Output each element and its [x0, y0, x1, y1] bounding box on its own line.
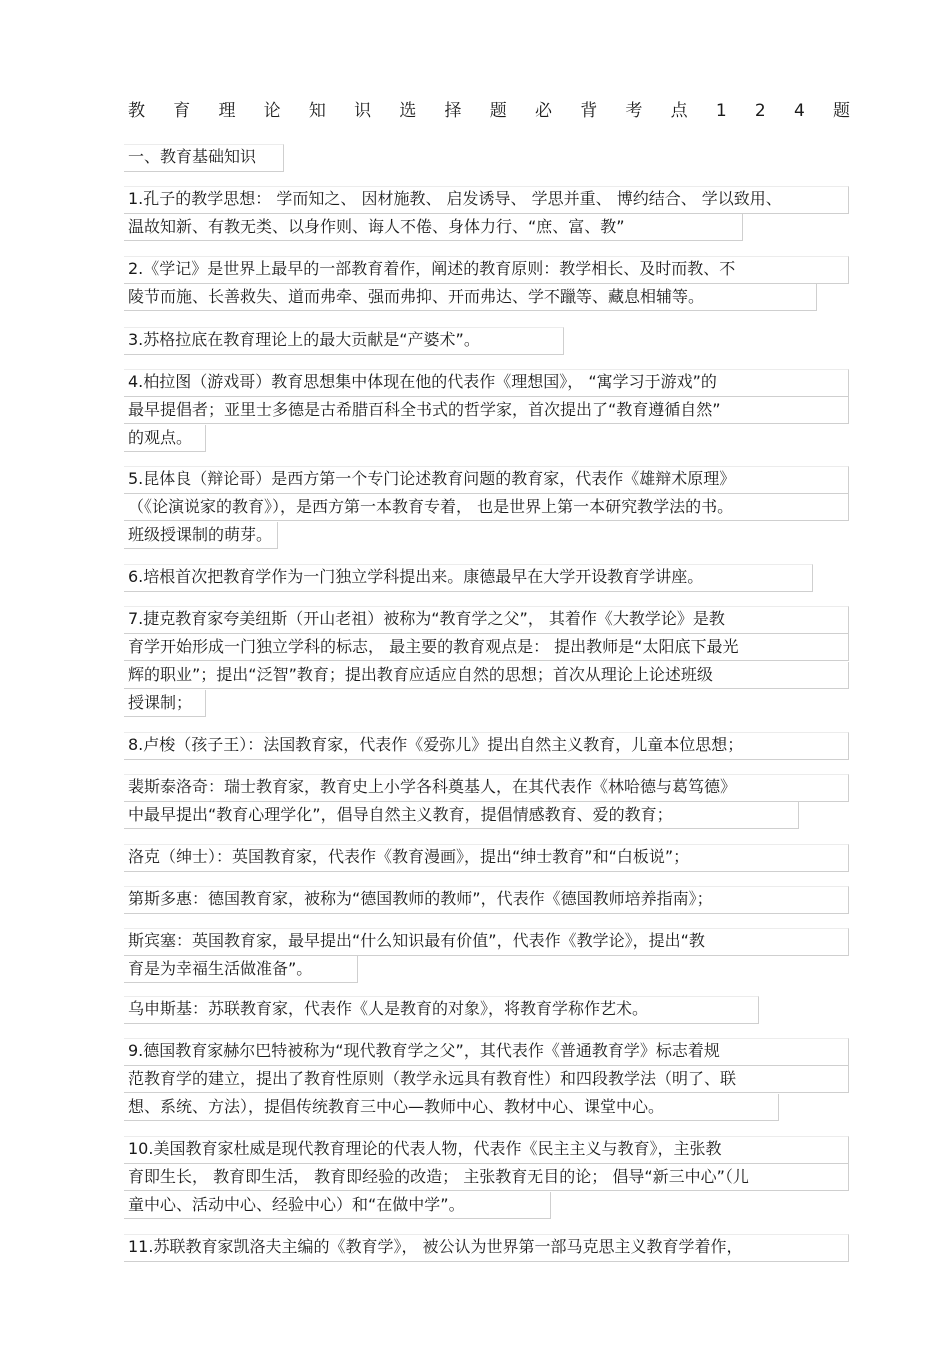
paragraph-line: 中最早提出“教育心理学化”，倡导自然主义教育，提倡情感教育、爱的教育； — [128, 805, 673, 824]
title-char: 题 — [489, 101, 507, 121]
title-char: 4 — [793, 101, 805, 121]
paragraph-line-first: 洛克（绅士）：英国教育家，代表作《教育漫画》，提出“绅士教育”和“白板说”； — [128, 847, 690, 866]
title-char: 知 — [308, 101, 326, 121]
paragraph-line-first: 8.卢梭（孩子王）：法国教育家，代表作《爱弥儿》提出自然主义教育，儿童本位思想； — [128, 735, 744, 754]
paragraph-line: 陵节而施、长善救失、道而弗牵、强而弗抑、开而弗达、学不躐等、藏息相辅等。 — [128, 287, 705, 306]
title-char: 选 — [399, 101, 417, 121]
paragraph-line: （《论演说家的教育》），是西方第一本教育专着， 也是世界上第一本研究教学法的书。 — [128, 497, 734, 516]
paragraph-line-first: 4.柏拉图（游戏哥）教育思想集中体现在他的代表作《理想国》， “寓学习于游戏”的 — [128, 372, 717, 391]
paragraph-line-first: 5.昆体良（辩论哥）是西方第一个专门论述教育问题的教育家，代表作《雄辩术原理》 — [128, 469, 736, 488]
title-char: 识 — [354, 101, 372, 121]
title-char: 理 — [218, 101, 236, 121]
paragraph-line: 育学开始形成一门独立学科的标志， 最主要的教育观点是： 提出教师是“太阳底下最光 — [128, 637, 739, 656]
title-char: 1 — [715, 101, 727, 121]
paragraph-line: 最早提倡者；亚里士多德是古希腊百科全书式的哲学家，首次提出了“教育遵循自然” — [128, 400, 721, 419]
paragraph-line: 童中心、活动中心、经验中心）和“在做中学”。 — [128, 1195, 465, 1214]
paragraph-line: 的观点。 — [128, 428, 193, 447]
paragraph-line: 辉的职业”；提出“泛智”教育；提出教育应适应自然的思想；首次从理论上论述班级 — [128, 665, 713, 684]
paragraph-line: 班级授课制的萌芽。 — [128, 525, 273, 544]
title-char: 2 — [754, 101, 766, 121]
paragraph-line-first: 7.捷克教育家夸美纽斯（开山老祖）被称为“教育学之父”， 其着作《大教学论》是教 — [128, 609, 725, 628]
title-char: 背 — [580, 101, 598, 121]
paragraph-line-first: 斯宾塞：英国教育家，最早提出“什么知识最有价值”，代表作《教学论》，提出“教 — [128, 931, 705, 950]
paragraph-line: 想、系统、方法），提倡传统教育三中心—教师中心、教材中心、课堂中心。 — [128, 1097, 665, 1116]
paragraph-line: 温故知新、有教无类、以身作则、诲人不倦、身体力行、“庶、富、教” — [128, 217, 625, 236]
title-char: 教 — [128, 101, 145, 121]
paragraph-line: 范教育学的建立，提出了教育性原则（教学永远具有教育性）和四段教学法（明了、联 — [128, 1069, 737, 1088]
title-char: 考 — [625, 101, 643, 121]
paragraph-line: 育是为幸福生活做准备”。 — [128, 959, 313, 978]
paragraph-line-first: 6.培根首次把教育学作为一门独立学科提出来。康德最早在大学开设教育学讲座。 — [128, 567, 704, 586]
paragraph-line-first: 1.孔子的教学思想： 学而知之、 因材施教、 启发诱导、 学思并重、 博约结合、 学以致用、 — [128, 189, 782, 208]
title-char: 必 — [534, 101, 552, 121]
title-char: 择 — [444, 101, 462, 121]
paragraph-line-first: 一、教育基础知识 — [128, 147, 257, 166]
title-char: 题 — [832, 101, 850, 121]
paragraph-line-first: 3.苏格拉底在教育理论上的最大贡献是“产婆术”。 — [128, 330, 480, 349]
paragraph-line-first: 裴斯泰洛奇：瑞士教育家，教育史上小学各科奠基人，在其代表作《林哈德与葛笃德》 — [128, 777, 737, 796]
paragraph-line: 育即生长， 教育即生活， 教育即经验的改造； 主张教育无目的论； 倡导“新三中心”（儿 — [128, 1167, 749, 1186]
document-title — [128, 98, 850, 124]
title-char: 育 — [173, 101, 191, 121]
paragraph-line-first: 第斯多惠：德国教育家，被称为“德国教师的教师”，代表作《德国教师培养指南》； — [128, 889, 713, 908]
title-char: 论 — [263, 101, 281, 121]
paragraph-line-first: 乌申斯基：苏联教育家，代表作《人是教育的对象》，将教育学称作艺术。 — [128, 999, 649, 1018]
title-char: 点 — [670, 101, 688, 121]
paragraph-line-first: 11.苏联教育家凯洛夫主编的《教育学》， 被公认为世界第一部马克思主义教育学着作， — [128, 1237, 743, 1256]
paragraph-line-first: 10.美国教育家杜威是现代教育理论的代表人物，代表作《民主主义与教育》，主张教 — [128, 1139, 722, 1158]
paragraph-line-first: 2.《学记》是世界上最早的一部教育着作，阐述的教育原则：教学相长、及时而教、不 — [128, 259, 736, 278]
paragraph-line-first: 9.德国教育家赫尔巴特被称为“现代教育学之父”，其代表作《普通教育学》标志着规 — [128, 1041, 720, 1060]
paragraph-line: 授课制； — [128, 693, 193, 712]
